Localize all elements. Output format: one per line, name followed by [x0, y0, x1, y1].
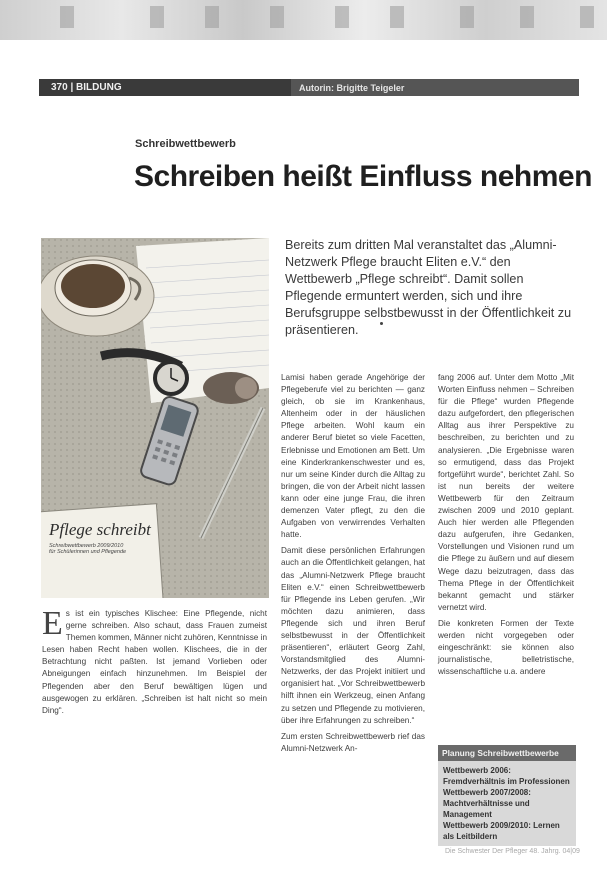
- page-header-bar: [39, 79, 579, 96]
- pflege-schreibt-logo: [49, 521, 159, 555]
- info-box-body: [438, 761, 576, 846]
- logo-line-3: für Schülerinnen und Pflegende: [49, 549, 127, 555]
- info-box-item: Wettbewerb 2007/2008: Machtverhältnisse und Management: [443, 788, 531, 819]
- article-title: Schreiben heißt Einfluss nehmen: [134, 160, 592, 193]
- kicker: Schreibwettbewerb: [135, 138, 236, 150]
- column-2-paragraph-3: Zum ersten Schreibwettbewerb rief das Alumni-Netzwerk An-: [281, 731, 425, 753]
- lead-paragraph: Bereits zum dritten Mal veranstaltet das „Alumni-Netzwerk Pflege braucht Eliten e.V.“ den Wettbewerb „Pflege schreibt“. Damit sollen Pflegende ermuntert werden, sich und ihre Berufsgruppe selbstbewusst in der Öffentlichkeit zu präsentieren.: [285, 238, 572, 337]
- scan-artifact-strip: [0, 0, 607, 40]
- info-box-item: Wettbewerb 2009/2010: Lernen als Leitbildern: [443, 821, 560, 841]
- body-column-2: [281, 372, 425, 759]
- info-box-item: Wettbewerb 2006: Fremdverhältnis im Professionen: [443, 766, 570, 786]
- column-3-paragraph-2: Die konkreten Formen der Texte werden nicht vorgegeben oder eingeschränkt: sie können also journalistische, belletristische, wissenschaftliche u.a. andere: [438, 618, 574, 677]
- separator-dot: [380, 322, 383, 325]
- info-box: [438, 745, 576, 846]
- column-2-paragraph-1: Lamisi haben gerade Angehörige der Pflegeberufe viel zu berichten — ganz gleich, ob sie im Krankenhaus, Altenheim oder in der häuslichen Pflege arbeiten. Wohl kaum ein anderer Beruf bietet so viele Facetten, Erlebnisse und Emotionen am Bett. Um eine Kinderkrankenschwester und es, nur um seine Kinder durch die Alltag zu bringen, die von der Arbeit nicht lassen kann oder eine junge Frau, die ihren demenzen Vater pflegt, zu den die Aufgaben von verwirrendes Verhalten hatte.: [281, 373, 425, 540]
- page-footer: Die Schwester Der Pfleger 48. Jahrg. 04|09: [445, 848, 580, 855]
- logo-line-1: Pflege schreibt: [49, 520, 151, 539]
- column-3-paragraph-1: fang 2006 auf. Unter dem Motto „Mit Worten Einfluss nehmen – Schreiben für die Pflege“ wurden Pflegende dazu aufgefordert, den pflegerischen Alltag aus ihrer Perspektive zu beschreiben, zu berichten und zu analysieren. „Die Ergebnisse waren so ermutigend, dass das Projekt fortgeführt wurde“, berichtet Zahl. So ist nun bereits der weitere Wettbewerb für den Zeitraum zwischen 2009 und 2010 geplant. Auch hier werden alle Pflegenden dazu aufgerufen, ihre Gedanken, Vorstellungen und Visionen rund um die Pflege zu äußern und auf diesem Wege dazu beizutragen, dass das Thema Pflege in der Öffentlichkeit bekannt gemacht und stärker vernetzt wird.: [438, 373, 574, 612]
- body-column-1: [42, 605, 267, 717]
- article-photo: [41, 238, 269, 598]
- column-2-paragraph-2: Damit diese persönlichen Erfahrungen auch an die Öffentlichkeit gelangen, hat das „Alumni-Netzwerk Pflege braucht Eliten e.V.“ einen Schreibwettbewerb für Pflegende ins Leben gerufen. „Wir möchten dazu animieren, dass Pflegende sich und ihren Beruf selbstbewusst in der Öffentlichkeit präsentieren“, erläutert Georg Zahl, Vorstandsmitglied des Alumni-Netzwerks, der das Projekt initiiert und organisiert hat. „Vor Schreibwettbewerb hilft ihnen ein Werkzeug, einen Anfang zu setzen und Pflegende zu motivieren, über ihre Erfahrungen zu schreiben.“: [281, 546, 425, 725]
- author-line: Autorin: Brigitte Teigeler: [299, 82, 405, 93]
- logo-line-2: Schreibwettbewerb 2009/2010: [49, 543, 124, 549]
- info-box-heading: Planung Schreibwettbewerbe: [438, 745, 576, 761]
- column-1-text: s ist ein typisches Klischee: Eine Pflegende, nicht gerne schreiben. Also schaut, dass Frauen zumeist Themen kommen, Männer nicht zuhören, Kenntnisse in Lesen haben Recht haben wollen. Klischees, die in der Betrachtung nicht paßten. Ist jemand Vorlieben oder Abneigungen einfach hinzunehmen. Im Beispiel der Pflegenden aber den Beruf bewältigen lügen und ausgewogen zu erklären. „Schreiben ist halt nicht so mein Ding“.: [42, 609, 267, 715]
- drop-cap: E: [42, 605, 63, 642]
- section-label: 370 | BILDUNG: [39, 79, 291, 96]
- body-column-3: [438, 372, 574, 682]
